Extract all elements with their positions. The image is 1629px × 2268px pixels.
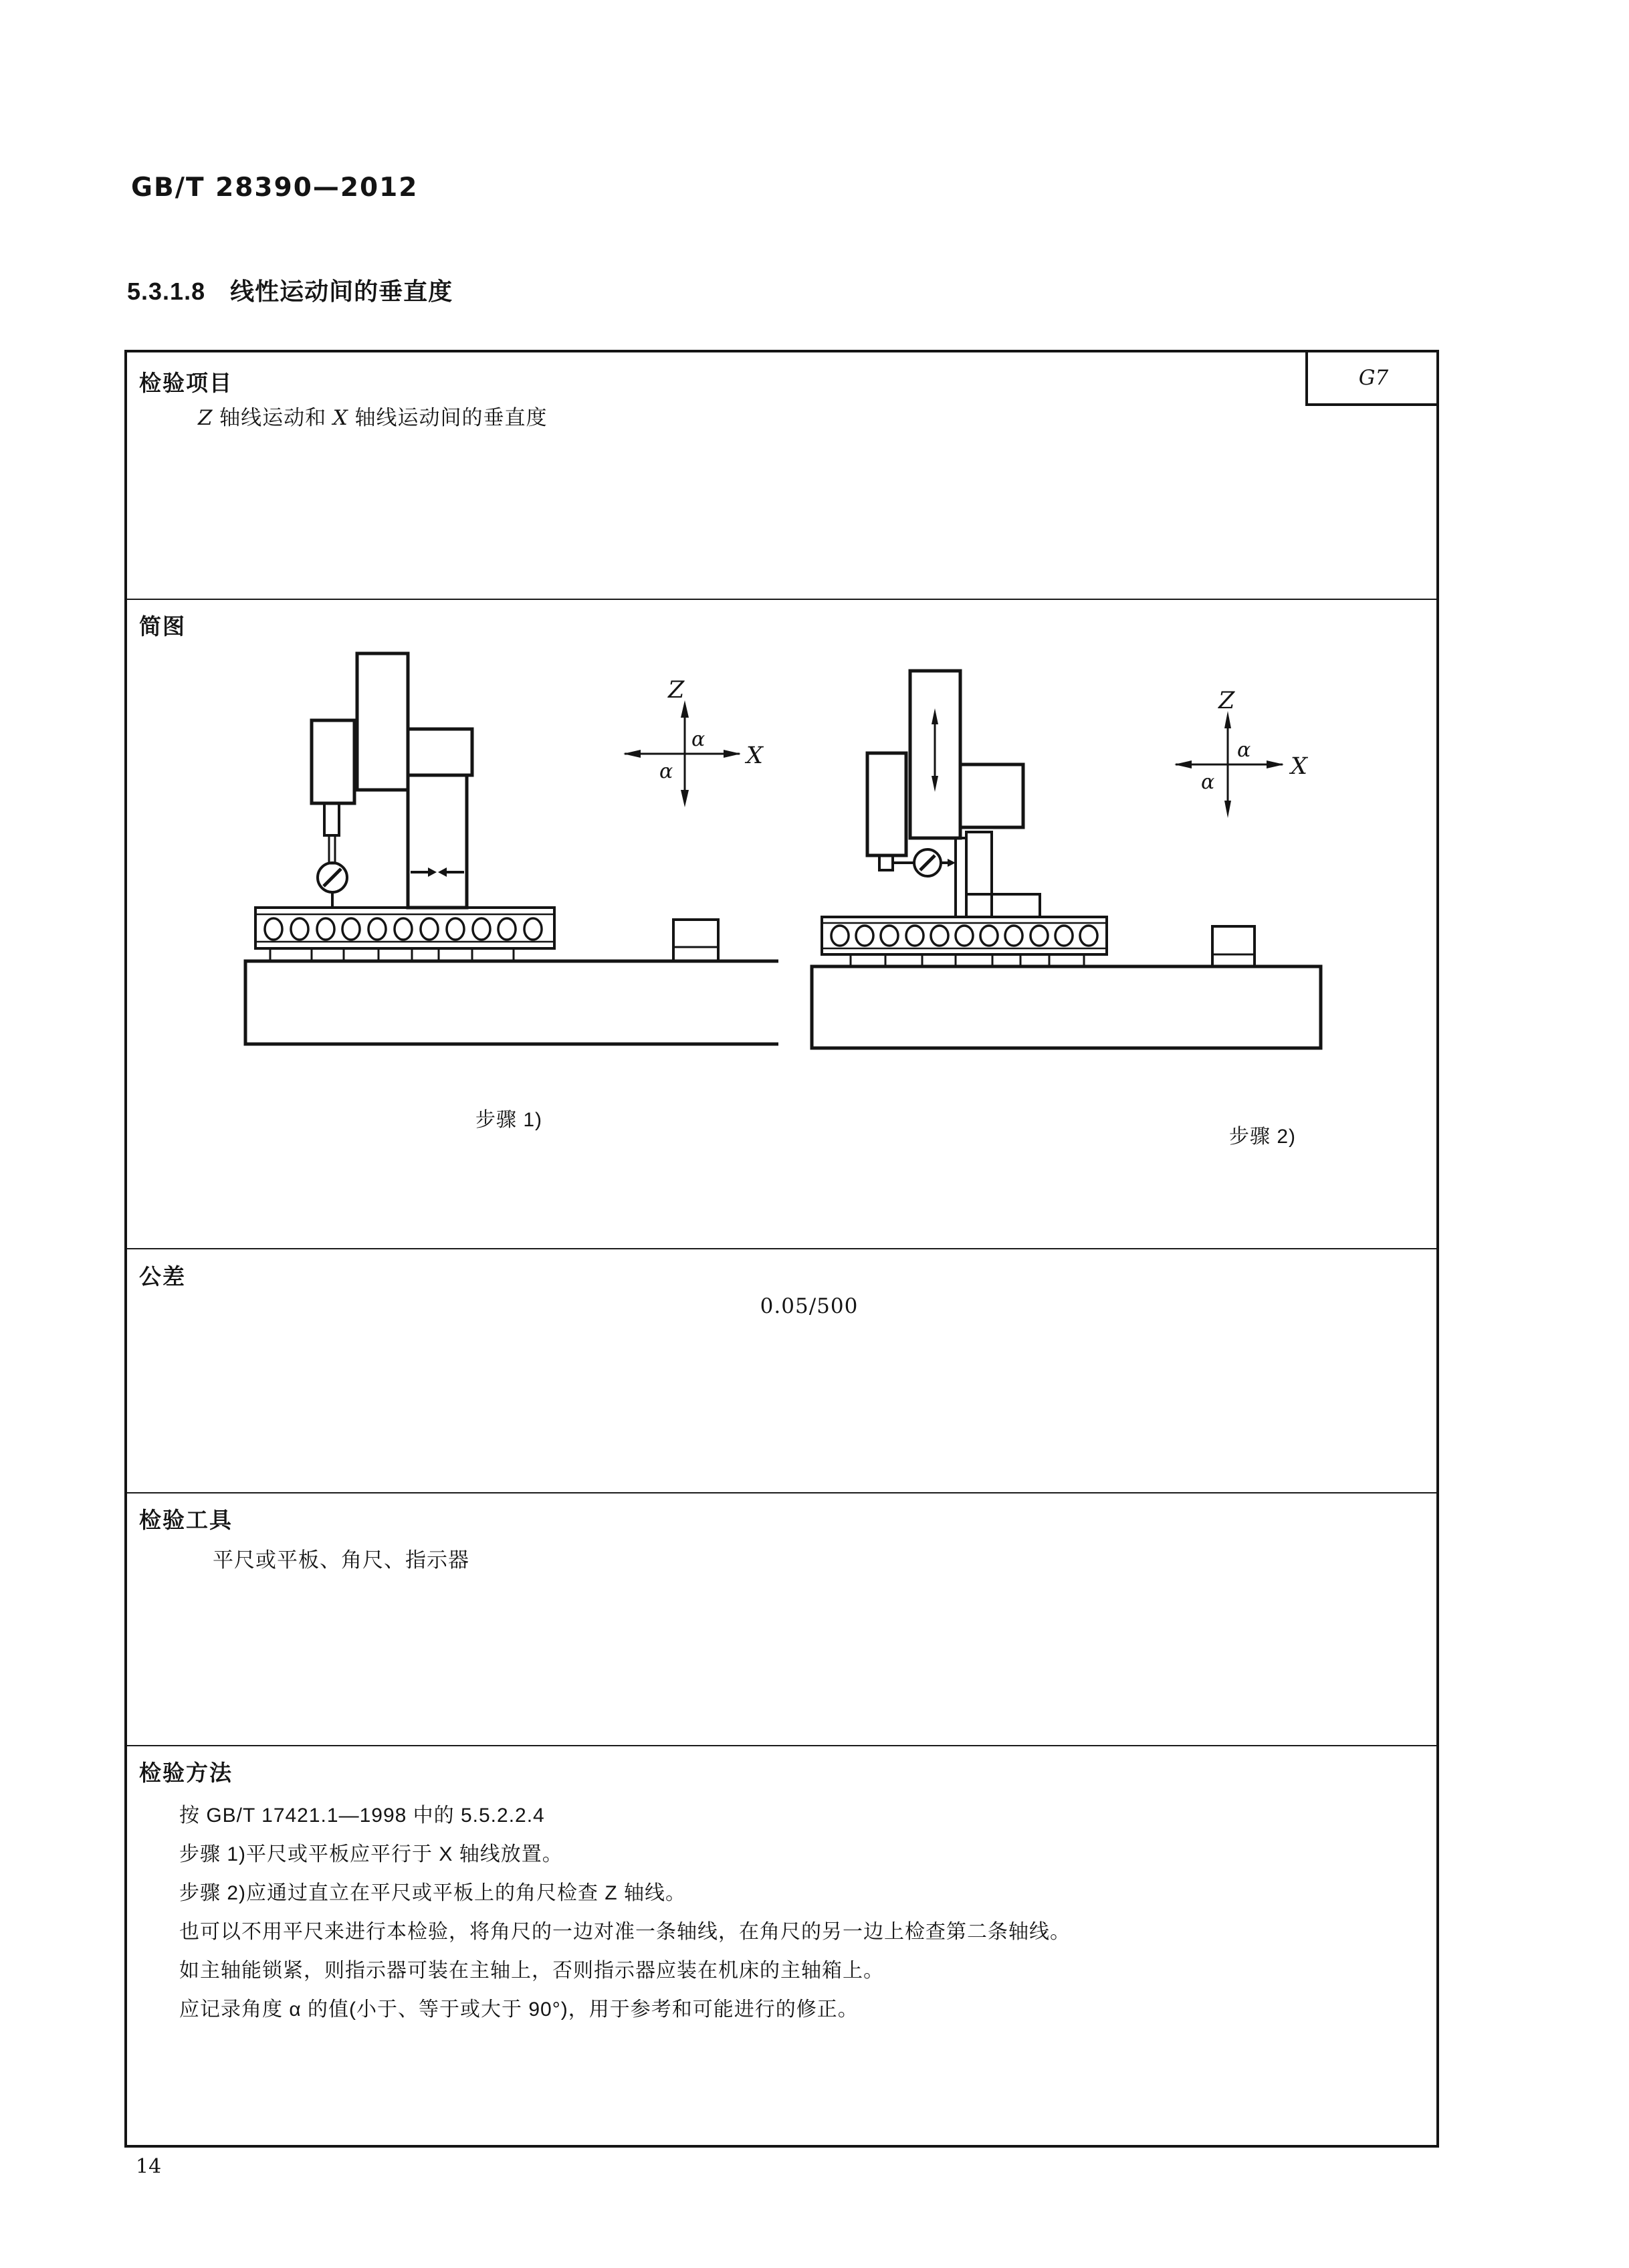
spindle-head-step2 <box>867 753 906 855</box>
axes-step1 <box>623 677 764 807</box>
block-step1 <box>673 920 718 961</box>
machine-base-step1 <box>245 961 778 1044</box>
inspection-spec-table <box>124 350 1439 2148</box>
dial-indicator-step1 <box>318 863 347 906</box>
angle-square-step2 <box>966 832 1040 917</box>
row-label-tolerance: 公差 <box>139 1264 186 1289</box>
machine-base-step2 <box>812 966 1321 1048</box>
step2-caption: 步骤 2) <box>1228 1126 1297 1148</box>
method-line-6: 应记录角度 α 的值(小于、等于或大于 90°)，用于参考和可能进行的修正。 <box>179 1998 859 2021</box>
section-heading: 5.3.1.8 线性运动间的垂直度 <box>127 278 453 305</box>
sketch-step1-drawing <box>237 641 778 1086</box>
dial-indicator-step2 <box>893 849 956 876</box>
z-axis-label: Z <box>668 677 685 704</box>
step1-caption: 步骤 1) <box>475 1109 543 1131</box>
standard-code: GB/T 28390—2012 <box>131 173 419 203</box>
straightedge-step2 <box>822 917 1107 954</box>
column-step1 <box>408 775 467 908</box>
axes-step2 <box>1174 688 1309 818</box>
alpha-lower-label: α <box>659 760 673 783</box>
z-axis-label: Z <box>1218 688 1235 714</box>
divider-tools-method <box>127 1745 1436 1746</box>
x-symbol: X <box>332 406 348 430</box>
divider-sketch-tolerance <box>127 1248 1436 1249</box>
saddle-step2 <box>960 764 1023 827</box>
check-item-text-tail: 轴线运动间的垂直度 <box>348 406 548 429</box>
alpha-lower-label: α <box>1201 770 1215 794</box>
method-line-1: 按 GB/T 17421.1—1998 中的 5.5.2.2.4 <box>179 1805 545 1827</box>
row-label-tools: 检验工具 <box>139 1508 233 1532</box>
tools-content: 平尺或平板、角尺、指示器 <box>213 1548 469 1572</box>
row-label-method: 检验方法 <box>139 1760 233 1785</box>
check-item-content <box>198 401 547 431</box>
block-step2 <box>1212 926 1255 966</box>
spindle-step2 <box>879 855 893 870</box>
spindle-head-step1 <box>312 720 354 803</box>
machine-step2 <box>867 671 1023 917</box>
z-symbol: Z <box>198 406 213 430</box>
item-code: G7 <box>1358 366 1389 390</box>
divider-tolerance-tools <box>127 1492 1436 1493</box>
check-item-text-mid: 轴线运动和 <box>213 406 333 429</box>
x-axis-label: X <box>746 742 763 769</box>
tolerance-value: 0.05/500 <box>760 1294 859 1318</box>
dial-needle <box>324 869 341 886</box>
straightedge-step1 <box>255 908 554 948</box>
row-label-sketch: 简图 <box>139 614 186 639</box>
dial-needle <box>920 855 935 870</box>
spindle-step1 <box>324 803 339 835</box>
alpha-upper-label: α <box>1237 738 1251 762</box>
method-line-3: 步骤 2)应通过直立在平尺或平板上的角尺检查 Z 轴线。 <box>179 1882 687 1904</box>
ram-step1 <box>357 653 408 790</box>
divider-item-sketch <box>127 599 1436 600</box>
method-line-5: 如主轴能锁紧，则指示器可装在主轴上，否则指示器应装在机床的主轴箱上。 <box>179 1960 884 1982</box>
method-line-4: 也可以不用平尺来进行本检验，将角尺的一边对准一条轴线，在角尺的另一边上检查第二条轴线。 <box>179 1921 1071 1943</box>
indicator-stem-step1 <box>329 835 335 863</box>
alpha-upper-label: α <box>691 728 705 751</box>
machine-step1 <box>312 653 472 908</box>
x-motion-arrows-step1 <box>411 867 464 877</box>
row-label-check-item: 检验项目 <box>139 371 233 395</box>
page-number: 14 <box>136 2155 162 2178</box>
method-line-2: 步骤 1)平尺或平板应平行于 X 轴线放置。 <box>179 1843 563 1865</box>
column-strip-step2 <box>956 838 966 917</box>
saddle-step1 <box>408 729 472 775</box>
x-axis-label: X <box>1291 753 1307 780</box>
item-code-box <box>1305 350 1439 406</box>
sketch-step2-drawing <box>792 641 1447 1086</box>
